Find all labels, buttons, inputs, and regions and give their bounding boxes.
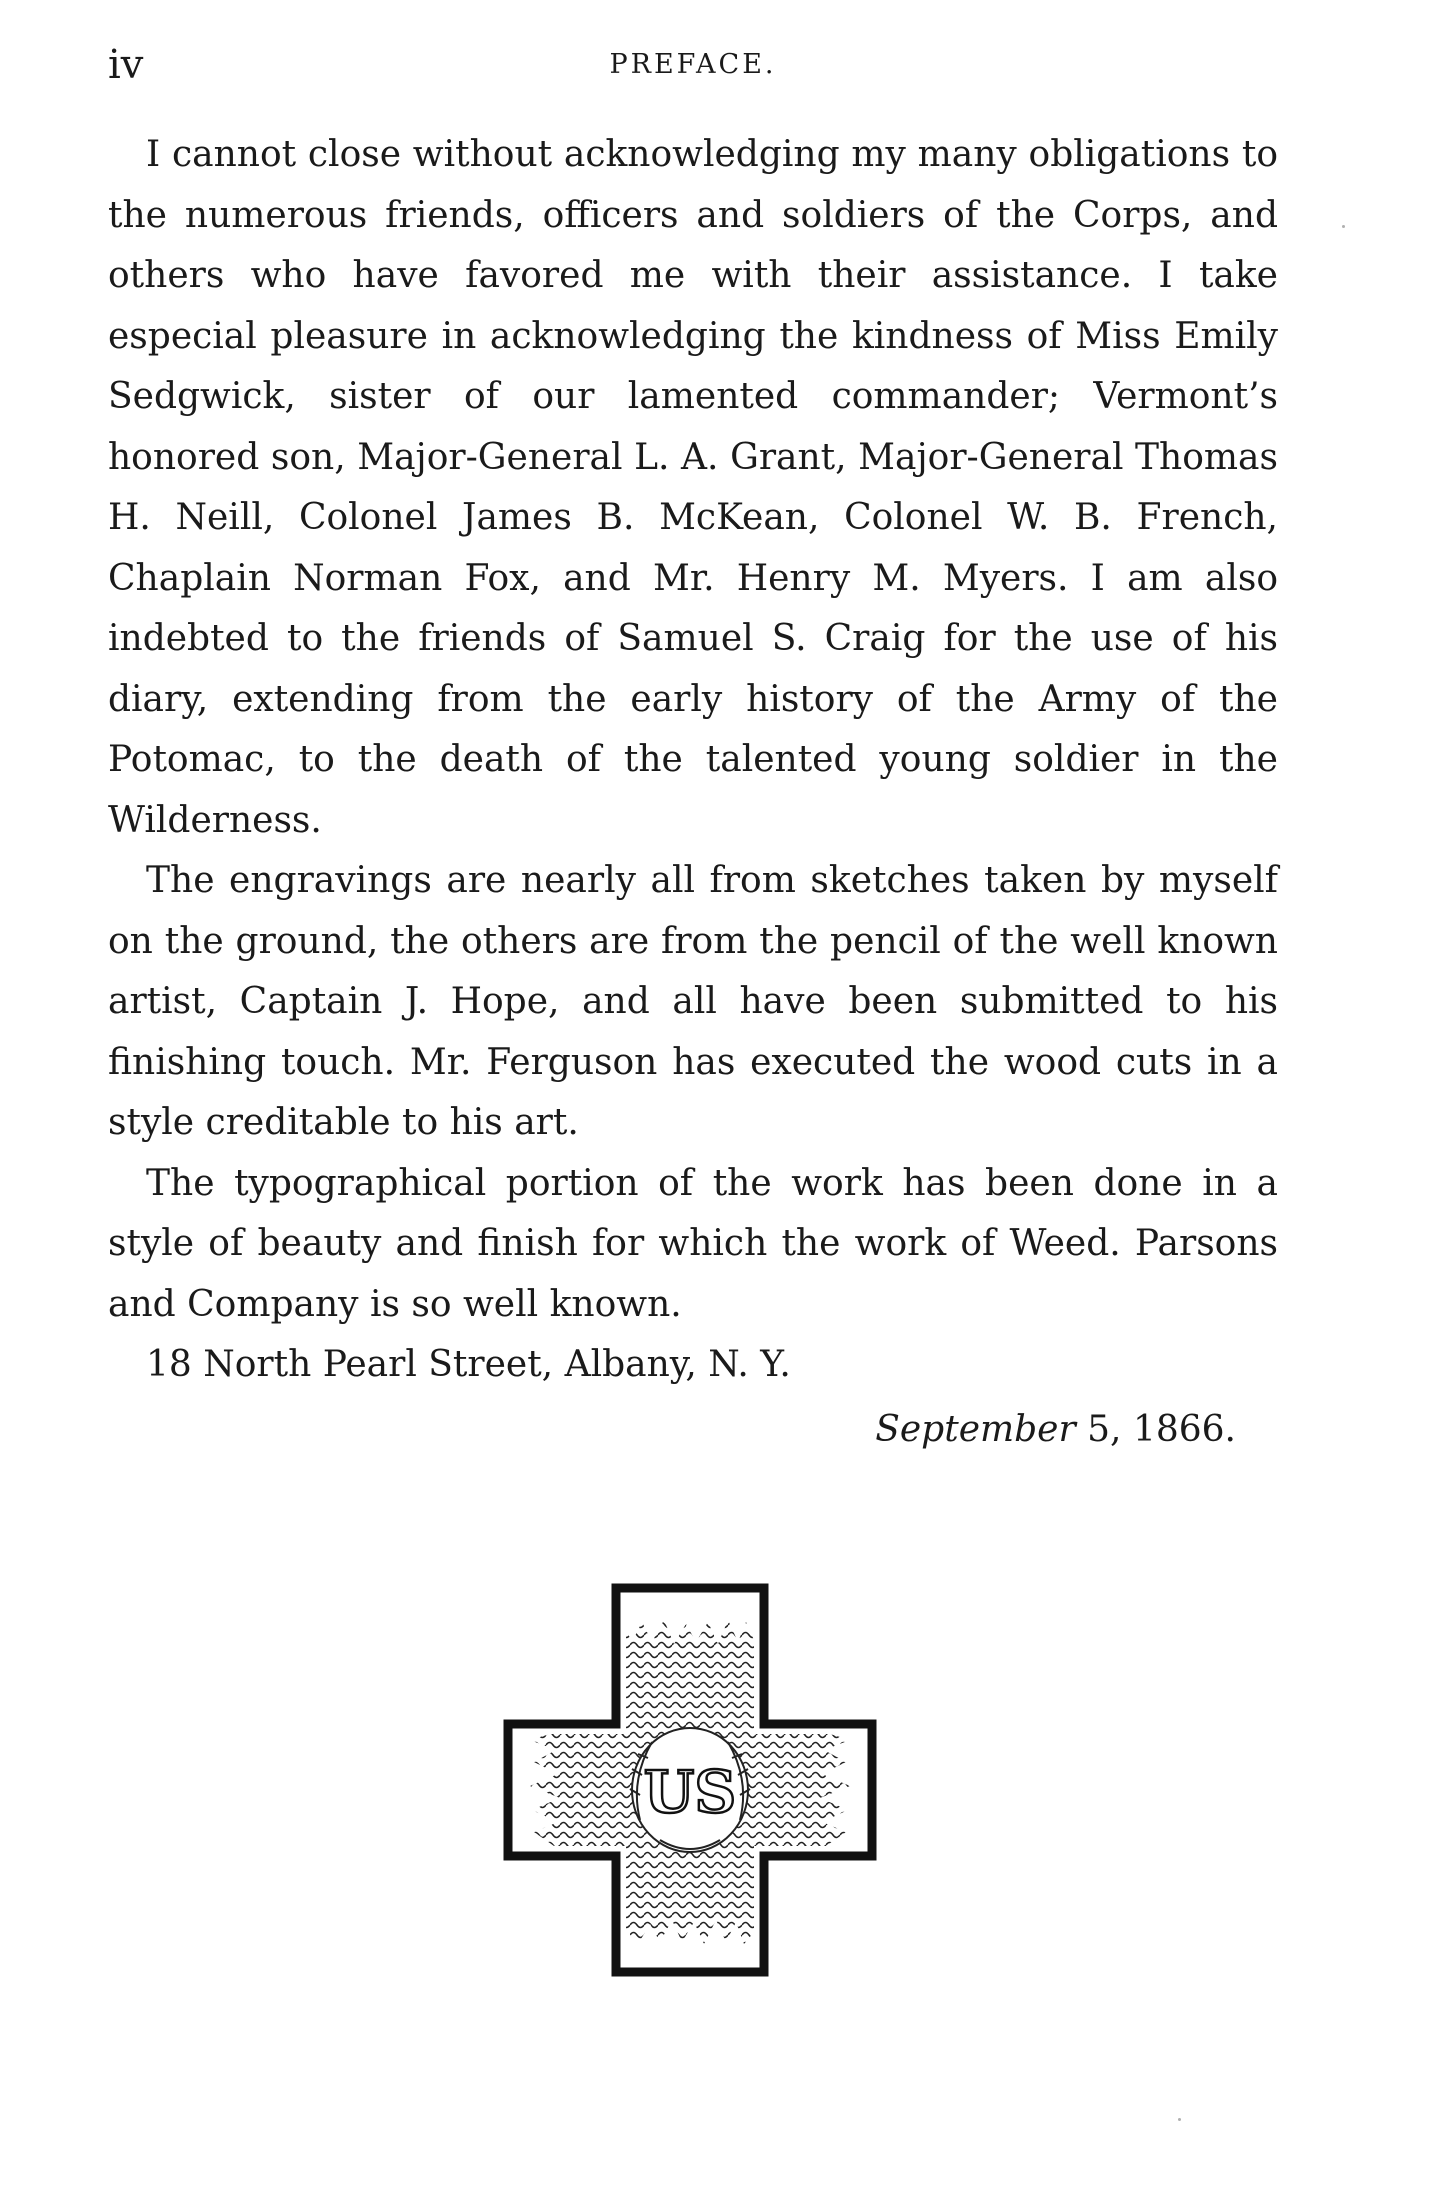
paragraph-acknowledgements: I cannot close without acknowledging my many obligations to the numerous friends, officers and soldiers of the Corps, and others who have favored me with their assistance. I take especial pleasure in acknowledging the kindness of Miss Emily Sedgwick, sister of our lamented commander; Vermont’s honored son, Major-General L. A. Grant, Major-General Thomas H. Neill, Colonel James B. McKean, Colonel W. B. French, Chaplain Norman Fox, and Mr. Henry M. Myers. I am also indebted to the friends of Samuel S. Craig for the use of his diary, extending from the early history of the Army of the Potomac, to the death of the talented young soldier in the Wilderness. bbox=[108, 134, 1278, 841]
running-head bbox=[108, 40, 1278, 90]
address-line: 18 North Pearl Street, Albany, N. Y. bbox=[146, 1344, 791, 1385]
paragraph-engravings: The engravings are nearly all from sketches taken by myself on the ground, the others are from the pencil of the well known artist, Captain J. Hope, and all have been submitted to his finishing touch. Mr. Ferguson has executed the wood cuts in a style creditable to his art. bbox=[108, 860, 1278, 1143]
page-number: iv bbox=[108, 42, 144, 88]
preface-body bbox=[108, 125, 1278, 1335]
greek-cross-corps-badge-icon bbox=[490, 1570, 890, 1990]
paragraph-typography: The typographical portion of the work has been done in a style of beauty and finish for which the work of Weed. Parsons and Company is so well known. bbox=[108, 1162, 1278, 1325]
paper-speck bbox=[1342, 225, 1345, 228]
date-day-year: 5, 1866. bbox=[1075, 1409, 1236, 1450]
page-title: PREFACE. bbox=[609, 49, 777, 80]
date-line bbox=[875, 1400, 1236, 1460]
date-month: September bbox=[875, 1409, 1076, 1450]
paper-speck bbox=[1178, 2118, 1181, 2121]
svg-text:US: US bbox=[643, 1758, 737, 1826]
